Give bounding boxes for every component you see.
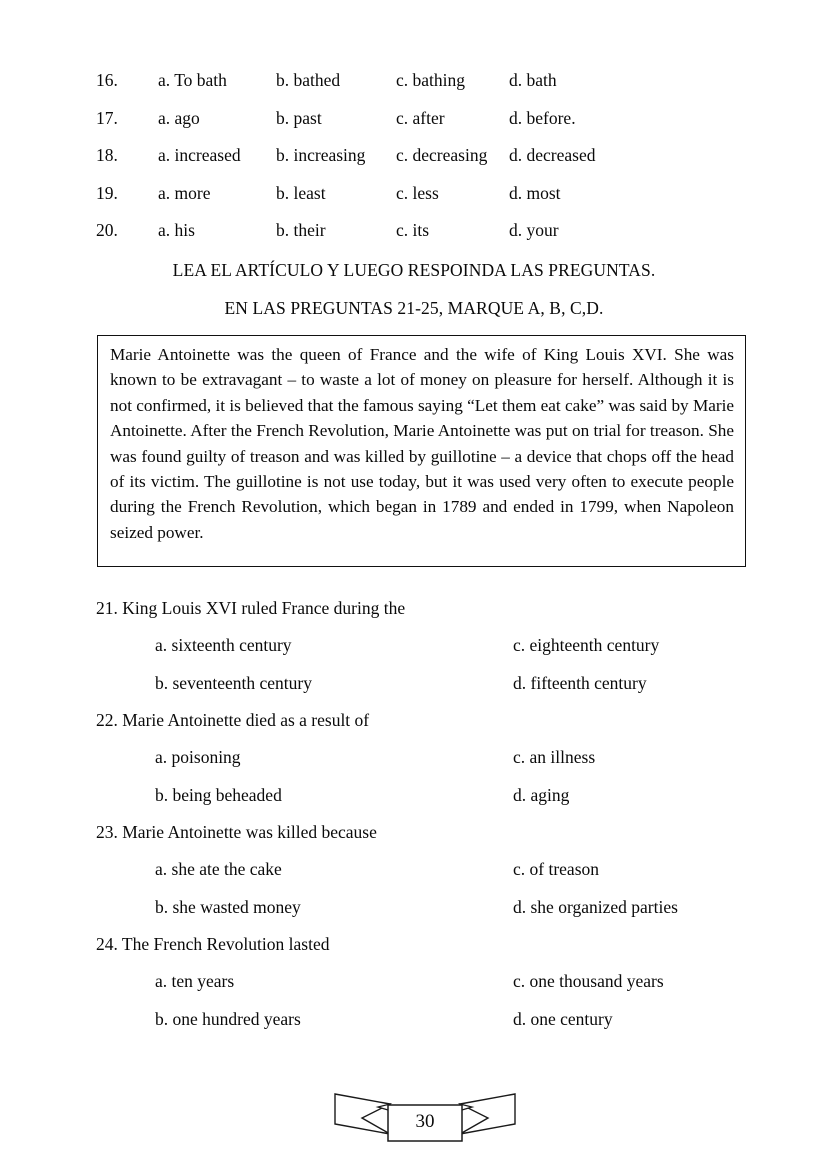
option-row <box>96 897 776 935</box>
page-footer-ribbon <box>330 1088 520 1150</box>
option-b[interactable]: b. increasing <box>276 145 366 165</box>
option-c[interactable]: c. decreasing <box>396 145 488 165</box>
question-number: 19. <box>96 182 118 203</box>
option-b[interactable]: b. bathed <box>276 70 341 90</box>
option-row <box>96 747 776 785</box>
option-c[interactable]: c. its <box>396 220 430 240</box>
question-stem: 21. King Louis XVI ruled France during the <box>96 598 406 618</box>
option-b[interactable]: b. seventeenth century <box>155 672 312 693</box>
option-c[interactable]: c. less <box>396 182 439 203</box>
reading-passage-box <box>97 335 746 567</box>
option-a[interactable]: a. more <box>158 182 211 203</box>
table-row <box>96 70 756 108</box>
option-d[interactable]: d. most <box>509 182 561 203</box>
page-number: 30 <box>415 1111 435 1132</box>
option-a[interactable]: a. ago <box>158 107 200 128</box>
instruction-line-mark-answers: EN LAS PREGUNTAS 21-25, MARQUE A, B, C,D. <box>224 298 604 318</box>
option-a[interactable]: a. ten years <box>155 971 235 991</box>
option-b[interactable]: b. being beheaded <box>155 784 282 805</box>
option-c[interactable]: c. one thousand years <box>513 971 664 991</box>
option-d[interactable]: d. fifteenth century <box>513 672 647 693</box>
grammar-questions-block <box>96 70 756 258</box>
option-c[interactable]: c. an illness <box>513 747 596 767</box>
instruction-line-read-article: LEA EL ARTÍCULO Y LUEGO RESPOINDA LAS PREGUNTAS. <box>172 260 656 280</box>
table-row <box>96 145 756 183</box>
option-a[interactable]: a. his <box>158 220 195 240</box>
option-d[interactable]: d. she organized parties <box>513 896 678 917</box>
question-group <box>96 822 776 934</box>
option-b[interactable]: b. past <box>276 107 322 128</box>
option-c[interactable]: c. after <box>396 107 445 128</box>
option-a[interactable]: a. sixteenth century <box>155 635 292 655</box>
option-d[interactable]: d. your <box>509 220 559 240</box>
reading-questions-block <box>96 598 776 1046</box>
question-number: 16. <box>96 70 118 90</box>
option-d[interactable]: d. bath <box>509 70 557 90</box>
option-d[interactable]: d. decreased <box>509 145 596 165</box>
option-row <box>96 635 776 673</box>
option-row <box>96 1009 776 1047</box>
question-number: 17. <box>96 107 118 128</box>
option-c[interactable]: c. eighteenth century <box>513 635 660 655</box>
option-b[interactable]: b. least <box>276 182 326 203</box>
option-d[interactable]: d. one century <box>513 1008 613 1029</box>
option-c[interactable]: c. bathing <box>396 70 466 90</box>
option-a[interactable]: a. poisoning <box>155 747 241 767</box>
question-number: 18. <box>96 145 118 165</box>
option-row <box>96 785 776 823</box>
option-b[interactable]: b. she wasted money <box>155 896 301 917</box>
question-group <box>96 710 776 822</box>
question-group <box>96 598 776 710</box>
question-stem: 22. Marie Antoinette died as a result of <box>96 710 370 730</box>
option-c[interactable]: c. of treason <box>513 859 600 879</box>
option-a[interactable]: a. To bath <box>158 70 227 90</box>
option-b[interactable]: b. their <box>276 220 326 240</box>
question-stem: 24. The French Revolution lasted <box>96 934 330 954</box>
option-row <box>96 859 776 897</box>
question-stem: 23. Marie Antoinette was killed because <box>96 822 377 842</box>
option-a[interactable]: a. she ate the cake <box>155 859 282 879</box>
question-number: 20. <box>96 220 118 240</box>
table-row <box>96 183 756 221</box>
option-row <box>96 673 776 711</box>
table-row <box>96 220 756 258</box>
option-d[interactable]: d. before. <box>509 107 576 128</box>
option-b[interactable]: b. one hundred years <box>155 1008 301 1029</box>
option-a[interactable]: a. increased <box>158 145 241 165</box>
table-row <box>96 108 756 146</box>
question-group <box>96 934 776 1046</box>
option-d[interactable]: d. aging <box>513 784 570 805</box>
reading-passage-text: Marie Antoinette was the queen of France and the wife of King Louis XVI. She was known to be extravagant – to waste a lot of money on pleasure for herself. Although it is not confirmed, it is believed that the famous saying “Let them eat cake” was said by Marie Antoinette. After the French Revolution, Marie Antoinette was put on trial for treason. She was found guilty of treason and was killed by guillotine – a device that chops off the head of its victim. The guillotine is not use today, but it was used very often to execute people during the French Revolution, which began in 1789 and ended in 1799, when Napoleon seized power. <box>110 345 734 542</box>
option-row <box>96 971 776 1009</box>
